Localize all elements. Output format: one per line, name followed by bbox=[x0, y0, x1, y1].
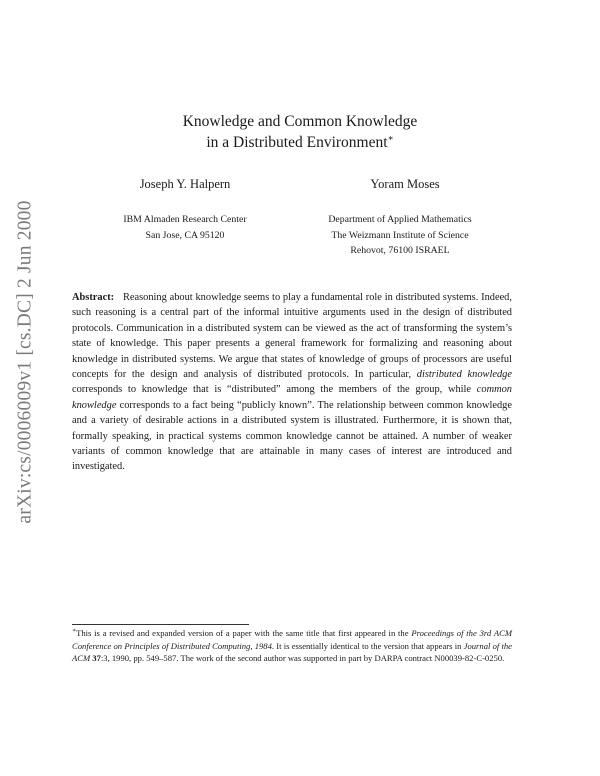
affiliation-line: Rehovot, 76100 ISRAEL bbox=[350, 245, 450, 256]
author-1-affiliation bbox=[95, 212, 275, 243]
abstract-term-common-knowledge: common knowledge bbox=[72, 384, 512, 411]
author-2-affiliation bbox=[285, 212, 515, 259]
affiliation-line: IBM Almaden Research Center bbox=[123, 214, 247, 225]
title-line-1: Knowledge and Common Knowledge bbox=[182, 113, 418, 130]
affiliation-line: San Jose, CA 95120 bbox=[145, 229, 225, 241]
footnote-journal: Journal of the ACM bbox=[72, 640, 512, 664]
footnote-text-1: This is a revised and expanded version of a paper with the same title that first appeared in the bbox=[76, 628, 409, 638]
title-line-2 bbox=[0, 132, 600, 153]
author-1-name: Joseph Y. Halpern bbox=[139, 177, 231, 191]
abstract-text-2: corresponds to knowledge that is “distributed” among the members of the group, while bbox=[72, 384, 472, 396]
abstract-text-1: Reasoning about knowledge seems to play a fundamental role in distributed systems. Indeed, such reasoning is a central part of the informal intuitive arguments used in the design of distributed protocols. Communication in a distributed system can be viewed as the act of transforming the system’s state of knowledge. This paper presents a general framework for formalizing and reasoning about knowledge in distributed systems. We argue that states of knowledge of groups of processors are useful concepts for the design and analysis of distributed protocols. In particular, bbox=[72, 292, 512, 381]
author-2-name: Yoram Moses bbox=[370, 177, 440, 191]
abstract-text-3: corresponds to a fact being “publicly known”. The relationship between common knowledge and a variety of desirable actions in a distributed system is illustrated. Furthermore, it is shown that, formally speaking, in practical systems common knowledge cannot be attained. A number of weaker variants of common knowledge that are attainable in many cases of interest are introduced and investigated. bbox=[72, 399, 512, 473]
footnote-volume: 37 bbox=[92, 653, 101, 664]
affiliation-line: The Weizmann Institute of Science bbox=[331, 229, 469, 241]
footnote-text-2: . It is essentially identical to the version that appears in bbox=[271, 640, 462, 651]
paper-title bbox=[0, 111, 600, 153]
abstract bbox=[72, 290, 512, 475]
arxiv-identifier-text: arXiv:cs/0006009v1 [cs.DC] 2 Jun 2000 bbox=[15, 200, 37, 524]
footnote-mark: ∗ bbox=[72, 628, 77, 635]
abstract-term-distributed-knowledge: distributed knowledge bbox=[416, 369, 512, 381]
footnote-proceedings: Proceedings of the 3rd ACM Conference on Principles of Distributed Computing, 1984 bbox=[72, 628, 512, 651]
footnote-text-3: :3, 1990, pp. 549–587. The work of the second author was supported in part by DARPA contract N00039-82-C-0250. bbox=[100, 653, 505, 664]
abstract-label: Abstract: bbox=[72, 292, 115, 303]
title-footnote-mark: ∗ bbox=[387, 132, 394, 143]
title-line-2-text: in a Distributed Environment bbox=[206, 134, 388, 151]
affiliation-line: Department of Applied Mathematics bbox=[328, 214, 472, 225]
footnote bbox=[72, 627, 512, 665]
footnote-rule bbox=[72, 624, 249, 625]
arxiv-identifier bbox=[4, 197, 48, 527]
